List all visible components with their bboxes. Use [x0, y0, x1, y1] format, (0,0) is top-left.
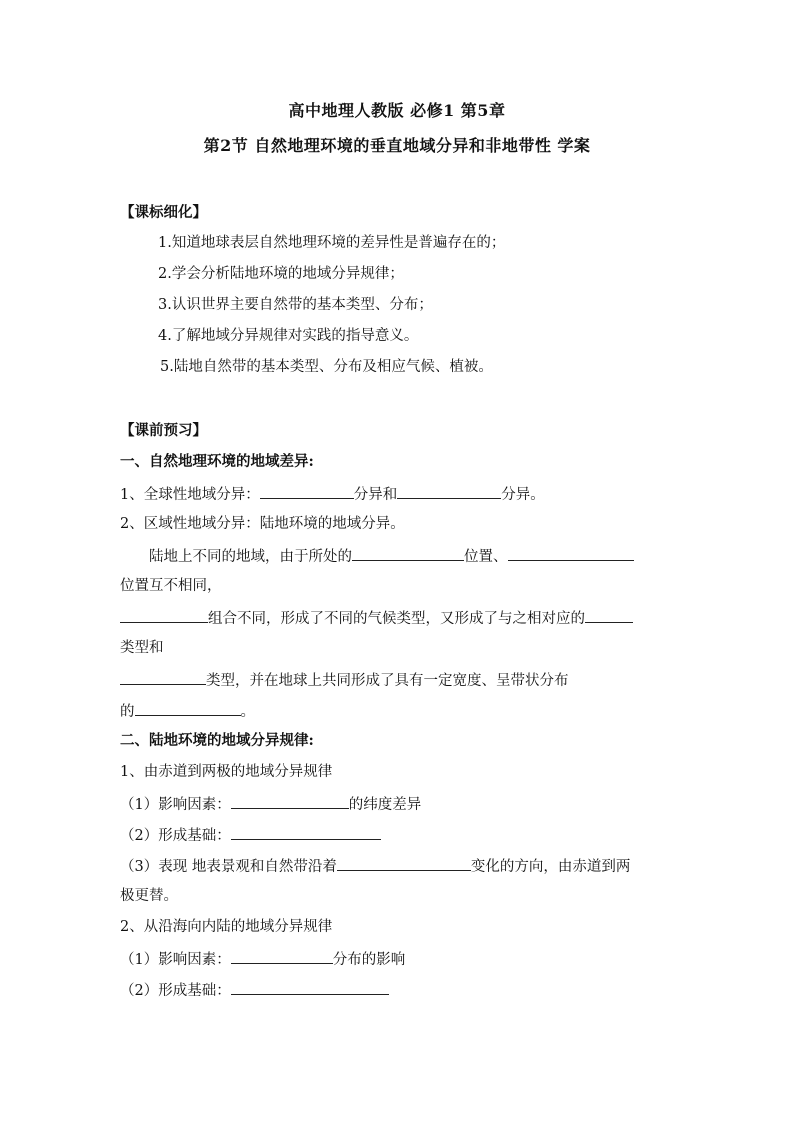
question-text: 组合不同，形成了不同的气候类型，又形成了与之相对应的: [208, 611, 585, 627]
question-line: [120, 979, 389, 1001]
document-subtitle: 第2节 自然地理环境的垂直地域分异和非地带性 学案: [203, 136, 591, 155]
answer-blank[interactable]: [231, 793, 349, 809]
kebiao-item: 2.学会分析陆地环境的地域分异规律；: [158, 266, 404, 282]
question-line: 1、由赤道到两极的地域分异规律: [120, 764, 333, 780]
question-text: 的: [120, 704, 135, 720]
question-line: 2、从沿海向内陆的地域分异规律: [120, 919, 333, 935]
question-text: 陆地上不同的地域，由于所处的: [149, 549, 352, 565]
section-heading-kebiao: 【课标细化】: [120, 204, 207, 221]
question-text: （2）形成基础：: [120, 828, 231, 844]
section-heading-yuxi: 【课前预习】: [120, 422, 207, 439]
question-text: （1）影响因素：: [120, 952, 231, 968]
subsection-heading: 一、自然地理环境的地域差异:: [120, 453, 314, 470]
answer-blank[interactable]: [231, 824, 381, 840]
answer-blank[interactable]: [120, 607, 208, 623]
answer-blank[interactable]: [352, 545, 464, 561]
answer-blank[interactable]: [508, 545, 634, 561]
question-line: 2、区域性地域分异：陆地环境的地域分异。: [120, 516, 405, 532]
question-text: 位置、: [464, 549, 508, 565]
question-line: [120, 607, 633, 629]
answer-blank[interactable]: [397, 483, 501, 499]
question-line: 类型和: [120, 640, 164, 656]
question-line: [120, 793, 421, 815]
question-text: 的纬度差异: [348, 797, 422, 813]
question-line: [120, 669, 569, 691]
question-line: [120, 700, 255, 722]
answer-blank[interactable]: [135, 700, 241, 716]
question-text: （3）表现 地表景观和自然带沿着: [120, 859, 337, 875]
question-text: 1、全球性地域分异：: [120, 487, 260, 503]
question-line: [120, 483, 545, 505]
question-line: [120, 824, 381, 846]
question-line: [149, 545, 634, 567]
answer-blank[interactable]: [337, 855, 471, 871]
question-line: [120, 948, 405, 970]
question-line: 极更替。: [120, 888, 178, 904]
kebiao-item: 4.了解地域分异规律对实践的指导意义。: [158, 328, 419, 344]
answer-blank[interactable]: [231, 948, 333, 964]
answer-blank[interactable]: [231, 979, 389, 995]
question-line: 位置互不相同，: [120, 578, 222, 594]
question-text: 分异和: [353, 487, 398, 503]
subsection-heading: 二、陆地环境的地域分异规律:: [120, 732, 314, 749]
question-text: 分异。: [501, 487, 545, 503]
kebiao-item: 3.认识世界主要自然带的基本类型、分布；: [158, 297, 433, 313]
document-title: 高中地理人教版 必修1 第5章: [288, 101, 506, 120]
question-text: 类型，并在地球上共同形成了具有一定宽度、呈带状分布: [206, 673, 569, 689]
question-text: 变化的方向，由赤道到两: [470, 859, 631, 875]
question-text: 分布的影响: [332, 952, 406, 968]
answer-blank[interactable]: [585, 607, 633, 623]
question-line: [120, 855, 630, 877]
question-text: （2）形成基础：: [120, 983, 231, 999]
answer-blank[interactable]: [120, 669, 206, 685]
kebiao-item: 1.知道地球表层自然地理环境的差异性是普遍存在的；: [158, 235, 506, 251]
question-text: 。: [240, 704, 255, 720]
answer-blank[interactable]: [260, 483, 354, 499]
kebiao-item: 5.陆地自然带的基本类型、分布及相应气候、植被。: [160, 359, 493, 375]
question-text: （1）影响因素：: [120, 797, 231, 813]
